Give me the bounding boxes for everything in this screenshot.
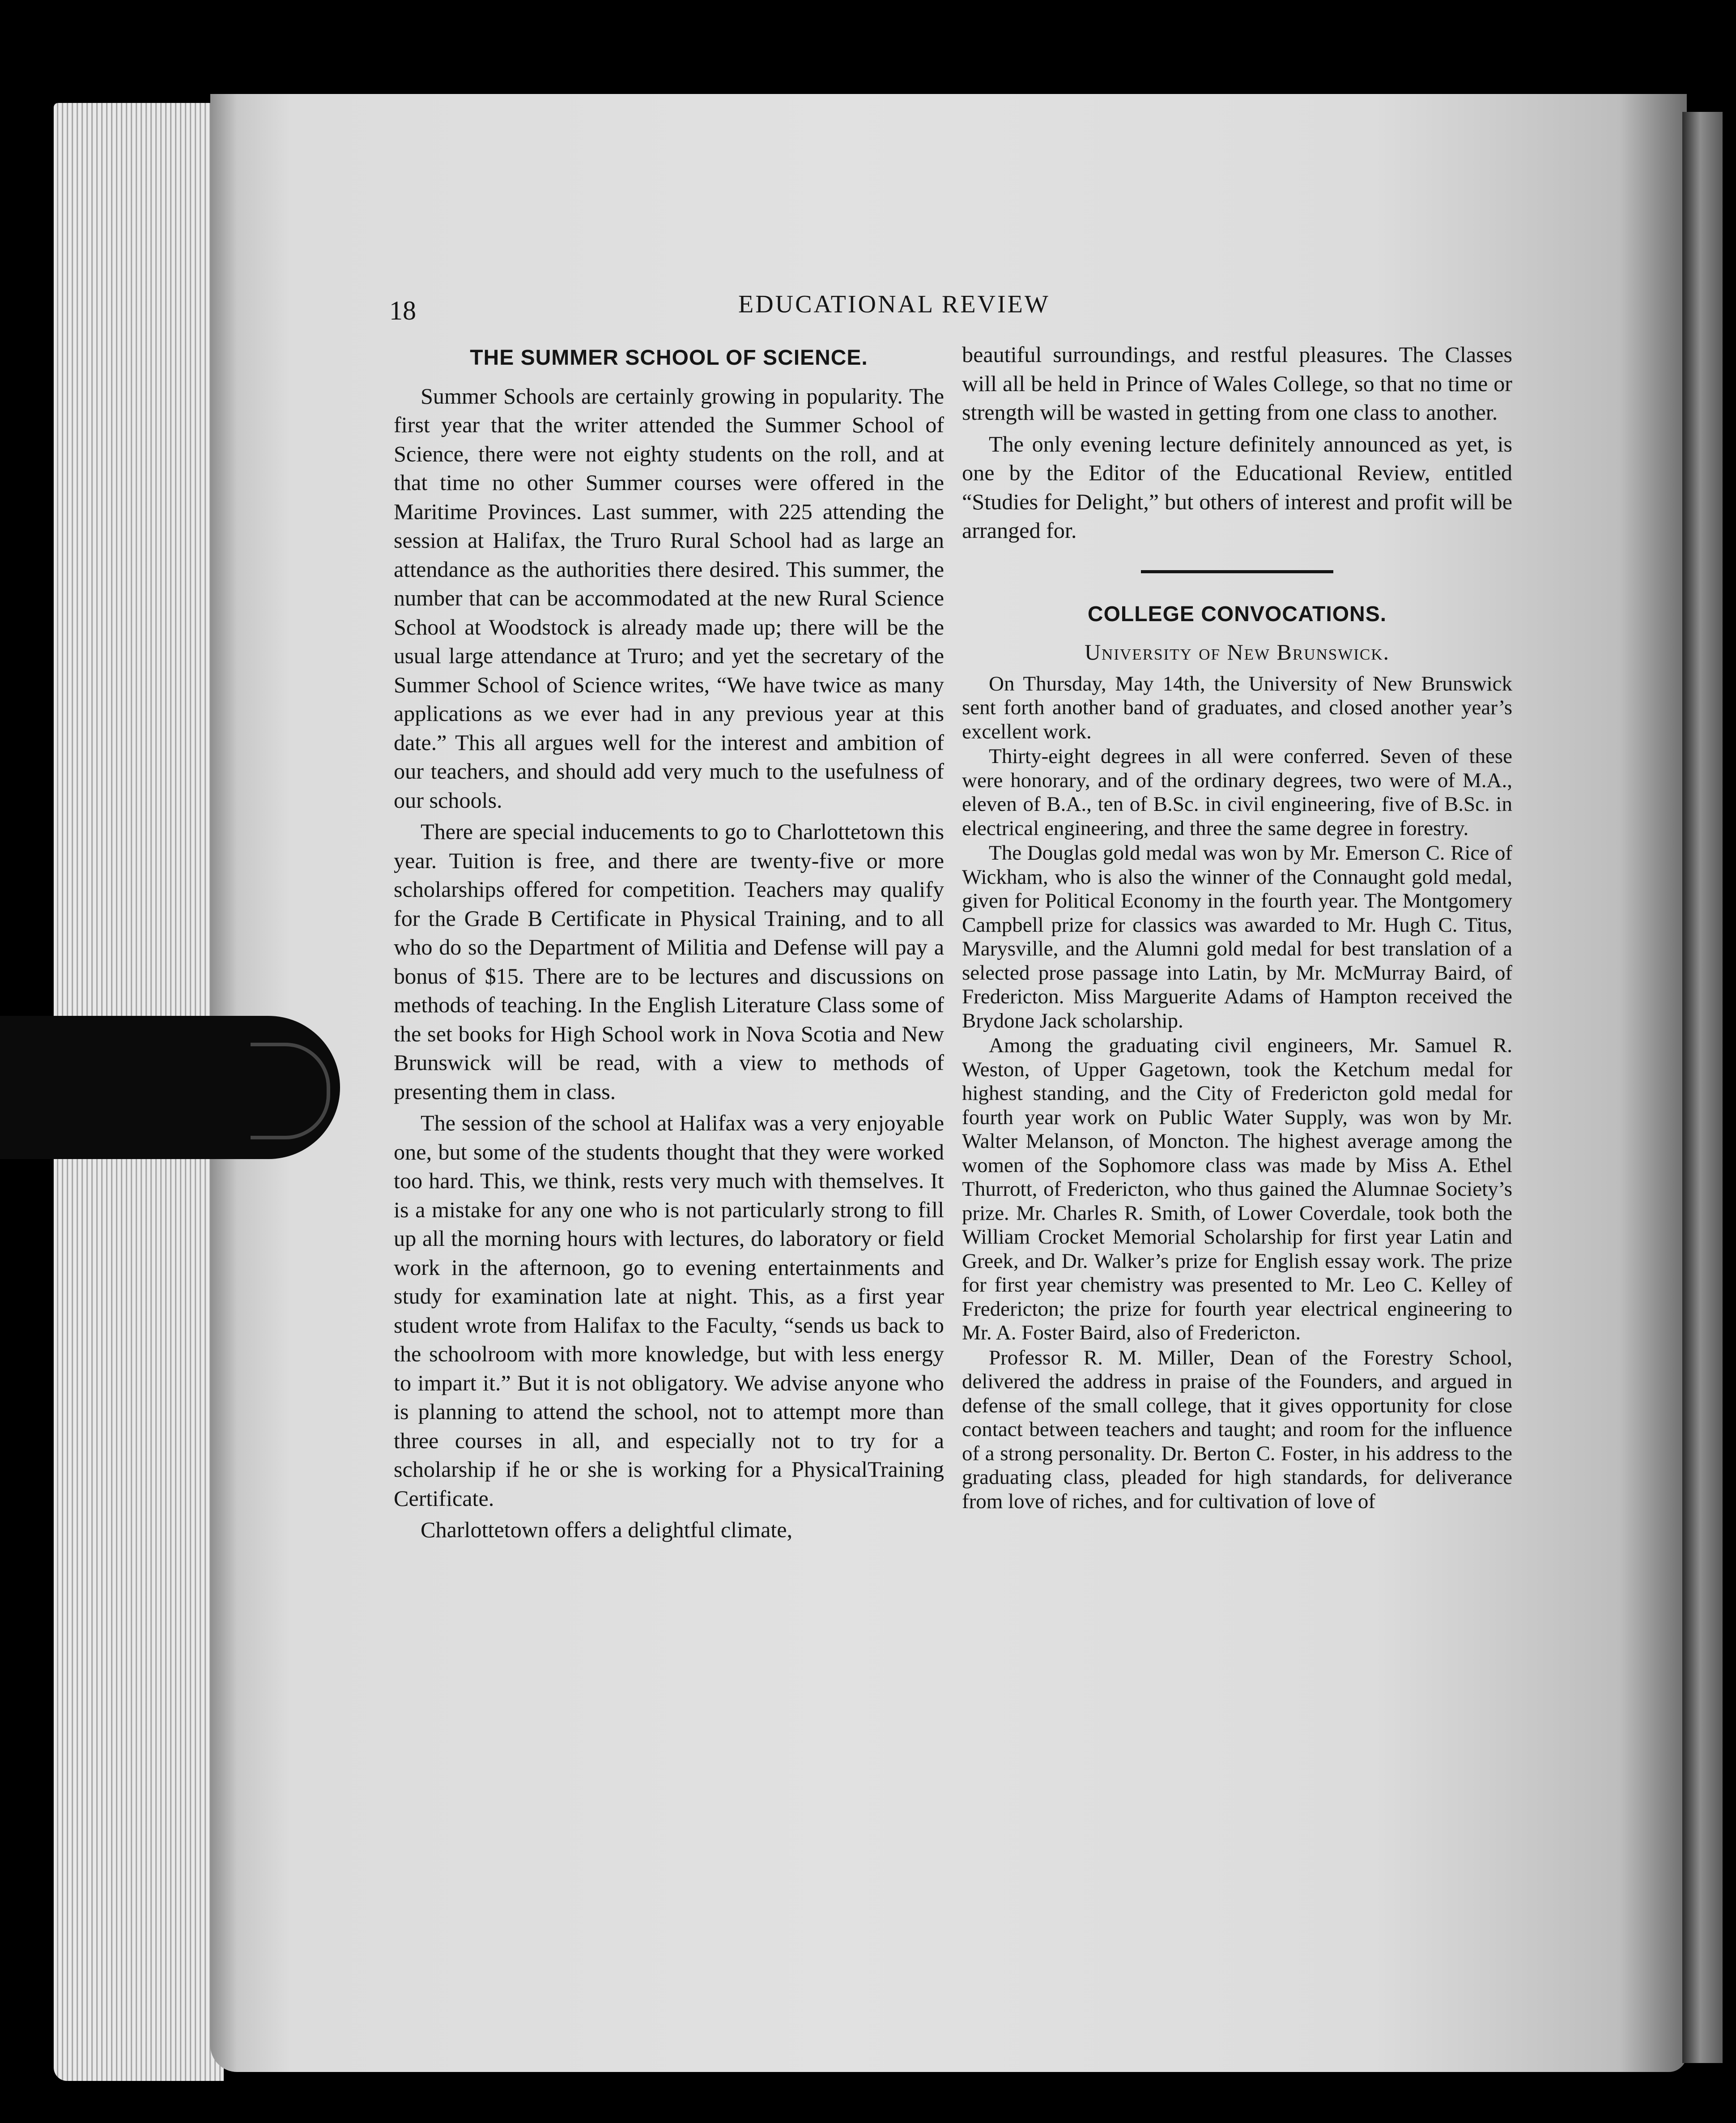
paragraph: Professor R. M. Miller, Dean of the Forestry School, delivered the address in praise of the Founders, and argued in defense of the small college, that it gives opportunity for close contact between teachers and taught; and room for the influence of a strong personality. Dr. Berton C. Foster, in his address to the graduating class, pleaded for high standards, for deliverance from love of riches, and for cultivation of love of bbox=[962, 1346, 1512, 1513]
page-number: 18 bbox=[389, 296, 416, 325]
continued-paragraph: beautiful surroundings, and restful pleasures. The Classes will all be held in Prince of Wales College, so that no time or strength will be wasted in getting from one class to another. bbox=[962, 342, 1512, 425]
article-title-summer-school: THE SUMMER SCHOOL OF SCIENCE. bbox=[470, 346, 868, 370]
article-subtitle: University of New Brunswick. bbox=[1084, 639, 1390, 665]
paragraph: Charlottetown offers a delightful climate, bbox=[421, 1517, 793, 1542]
paragraph: The Douglas gold medal was won by Mr. Emerson C. Rice of Wickham, who is also the winner of the Connaught gold medal, given for Political Economy in the fourth year. The Montgomery Campbell prize for classics was awarded to Mr. Hugh C. Titus, Marysville, and the Alumni gold medal for best translation of a selected prose passage into Latin, by Mr. McMurray Baird, of Fredericton. Miss Marguerite Adams of Hampton received the Brydone Jack scholarship. bbox=[962, 841, 1512, 1032]
opposite-page-edge bbox=[1682, 112, 1723, 2063]
left-column bbox=[394, 344, 944, 1544]
paragraph: Summer Schools are certainly growing in popularity. The first year that the writer attended the Summer School of Science, there were not eighty students on the roll, and at that time no other Summer courses were offered in the Maritime Provinces. Last summer, with 225 attending the session at Halifax, the Truro Rural School had as large an attendance as the authorities there desired. This summer, the number that can be accommodated at the new Rural Science School at Woodstock is already made up; there will be the usual large attendance at Truro; and yet the secretary of the Summer School of Science writes, “We have twice as many applications as we ever had in any previous year at this date.” This all argues well for the interest and ambition of our teachers, and should add very much to the usefulness of our schools. bbox=[394, 383, 944, 813]
right-column bbox=[962, 340, 1512, 1513]
paragraph: There are special inducements to go to Charlottetown this year. Tuition is free, and there are twenty-five or more scholarships offered for competition. Teachers may qualify for the Grade B Certificate in Physical Training, and to all who do so the Department of Militia and Defense will pay a bonus of $15. There are to be lectures and discussions on methods of teaching. In the English Literature Class some of the set books for High School work in Nova Scotia and New Brunswick will be read, with a view to methods of presenting them in class. bbox=[394, 819, 944, 1104]
running-head: EDUCATIONAL REVIEW bbox=[738, 290, 1050, 318]
paragraph: On Thursday, May 14th, the University of New Brunswick sent forth another band of graduates, and closed another year’s excellent work. bbox=[962, 672, 1512, 743]
section-divider bbox=[1141, 570, 1333, 573]
page-clip-highlight bbox=[251, 1043, 330, 1139]
paragraph: Among the graduating civil engineers, Mr. Samuel R. Weston, of Upper Gagetown, took the Ketchum medal for highest standing, and the City of Fredericton gold medal for fourth year work on Public Water Supply, was won by Mr. Walter Melanson, of Moncton. The highest average among the women of the Sophomore class was made by Miss A. Ethel Thurrott, of Fredericton, who thus gained the Alumnae Society’s prize. Mr. Charles R. Smith, of Lower Coverdale, took both the William Crocket Memorial Scholarship for first year Latin and Greek, and Dr. Walker’s prize for English essay work. The prize for first year chemistry was presented to Mr. Leo C. Kelley of Fredericton; the prize for fourth year electrical engineering to Mr. A. Foster Baird, also of Fredericton. bbox=[962, 1034, 1512, 1344]
paragraph: The only evening lecture definitely announced as yet, is one by the Editor of the Educational Review, entitled “Studies for Delight,” but others of interest and profit will be arranged for. bbox=[962, 431, 1512, 543]
article-title-college-convocations: COLLEGE CONVOCATIONS. bbox=[1087, 602, 1387, 626]
paragraph: The session of the school at Halifax was a very enjoyable one, but some of the students thought that they were worked too hard. This, we think, rests very much with themselves. It is a mistake for any one who is not particularly strong to fill up all the morning hours with lectures, do laboratory or field work in the afternoon, go to evening entertainments and study for examination late at night. This, as a first year student wrote from Halifax to the Faculty, “sends us back to the schoolroom with more knowledge, but with less energy to impart it.” But it is not obligatory. We advise anyone who is planning to attend the school, not to attempt more than three courses in all, and especially not to try for a scholarship if he or she is working for a PhysicalTraining Certificate. bbox=[394, 1110, 944, 1511]
paragraph: Thirty-eight degrees in all were conferred. Seven of these were honorary, and of the ordinary degrees, two were of M.A., eleven of B.A., ten of B.Sc. in civil engineering, five of B.Sc. in electrical engineering, and three the same degree in forestry. bbox=[962, 745, 1512, 840]
convocation-body bbox=[962, 672, 1512, 1514]
